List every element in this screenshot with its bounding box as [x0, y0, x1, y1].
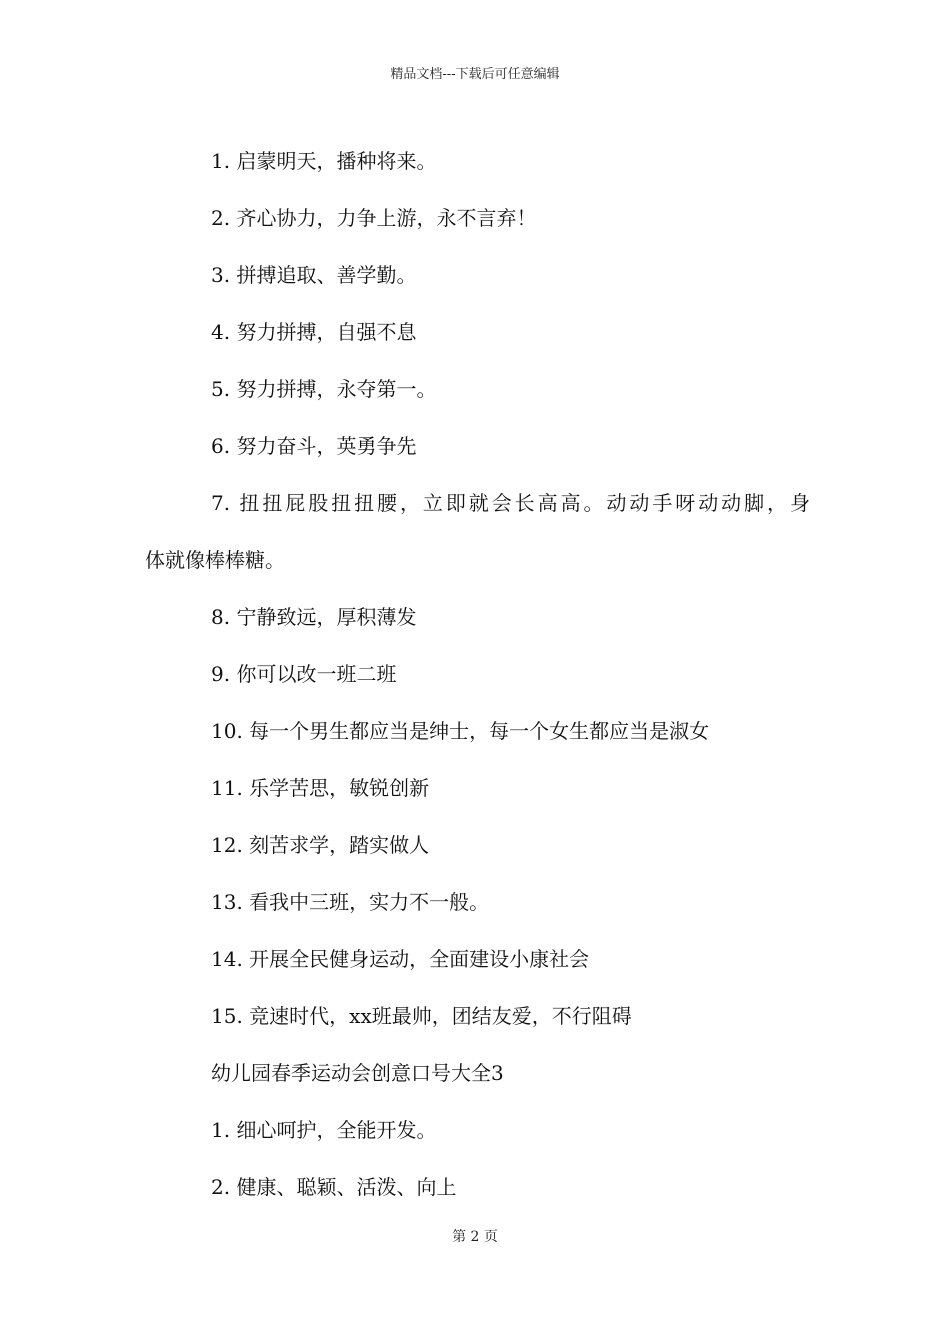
- slogan-line: 15. 竞速时代，xx班最帅，团结友爱，不行阻碍: [211, 1004, 632, 1028]
- slogan-line: 1. 启蒙明天，播种将来。: [211, 149, 437, 173]
- slogan-line: 4. 努力拼搏，自强不息: [211, 320, 417, 344]
- slogan-line: 9. 你可以改一班二班: [211, 662, 397, 686]
- slogan-line: 10. 每一个男生都应当是绅士，每一个女生都应当是淑女: [211, 719, 710, 743]
- slogan-line: 11. 乐学苦思，敏锐创新: [211, 776, 430, 800]
- section-heading: 幼儿园春季运动会创意口号大全3: [211, 1061, 504, 1085]
- slogan-line: 1. 细心呵护，全能开发。: [211, 1118, 437, 1142]
- slogan-line: 6. 努力奋斗，英勇争先: [211, 434, 417, 458]
- document-body: [145, 133, 810, 1216]
- slogan-line: 3. 拼搏追取、善学勤。: [211, 263, 417, 287]
- slogan-line: 13. 看我中三班，实力不一般。: [211, 890, 490, 914]
- slogan-line-continued: 体就像棒棒糖。: [145, 548, 285, 572]
- slogan-line: 5. 努力拼搏，永夺第一。: [211, 377, 437, 401]
- page-number: 第 2 页: [452, 1229, 498, 1245]
- slogan-line: 7. 扭扭屁股扭扭腰，立即就会长高高。动动手呀动动脚，身: [211, 491, 810, 515]
- slogan-line: 12. 刻苦求学，踏实做人: [211, 833, 430, 857]
- slogan-line: 8. 宁静致远，厚积薄发: [211, 605, 417, 629]
- page-header: 精品文档---下载后可任意编辑: [390, 67, 560, 82]
- slogan-line: 2. 齐心协力，力争上游，永不言弃！: [211, 206, 537, 230]
- slogan-line: 2. 健康、聪颖、活泼、向上: [211, 1175, 457, 1199]
- slogan-line: 14. 开展全民健身运动，全面建设小康社会: [211, 947, 590, 971]
